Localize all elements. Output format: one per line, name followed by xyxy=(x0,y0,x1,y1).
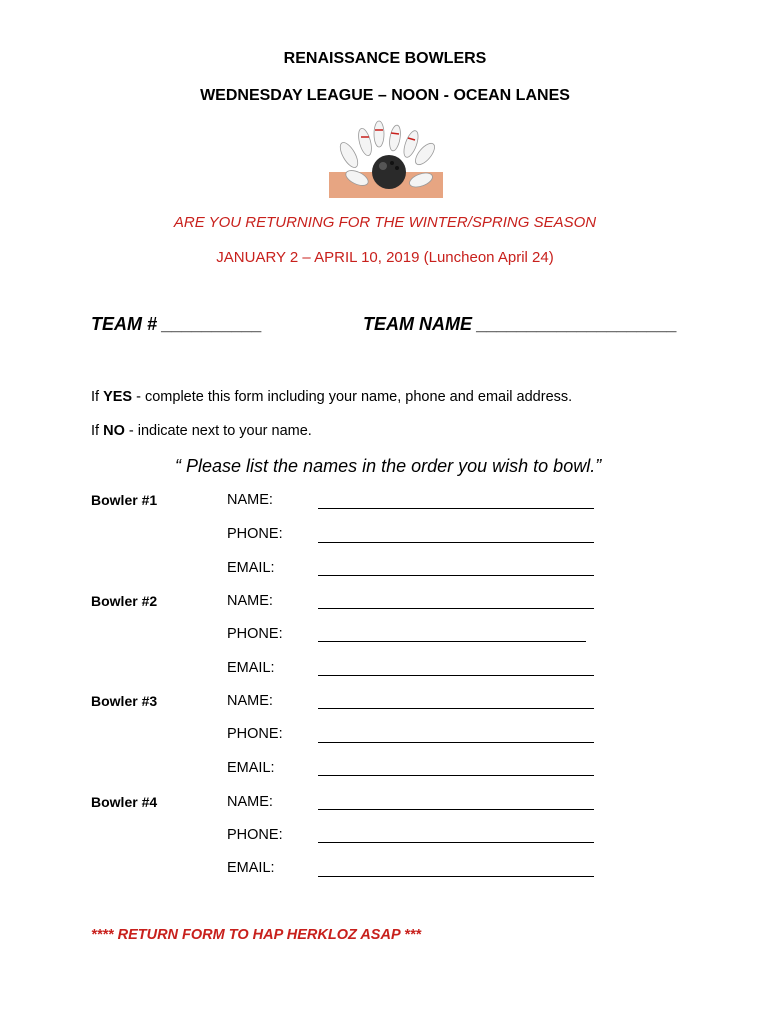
order-instruction: “ Please list the names in the order you wish to bowl.” xyxy=(175,456,602,476)
bowler-2-phone-label: PHONE: xyxy=(227,626,283,642)
if-text: If xyxy=(91,389,104,405)
bowler-3-label: Bowler #3 xyxy=(91,693,158,709)
return-form-notice: **** RETURN FORM TO HAP HERKLOZ ASAP *** xyxy=(91,927,422,943)
page-subtitle: WEDNESDAY LEAGUE – NOON - OCEAN LANES xyxy=(200,87,570,104)
bowler-4-name-field[interactable] xyxy=(318,809,594,810)
bowler-3-name-field[interactable] xyxy=(318,708,594,709)
bowler-4-email-field[interactable] xyxy=(318,876,594,877)
bowler-1-email-label: EMAIL: xyxy=(227,560,275,576)
bowler-3-email-field[interactable] xyxy=(318,775,594,776)
team-number-field[interactable]: TEAM # __________ xyxy=(91,314,263,334)
yes-keyword: YES xyxy=(103,389,133,405)
bowler-2-name-label: NAME: xyxy=(227,593,273,609)
bowler-1-phone-field[interactable] xyxy=(318,542,594,543)
bowler-1-email-field[interactable] xyxy=(318,575,594,576)
if-text: If xyxy=(91,423,104,439)
no-instruction xyxy=(91,423,312,439)
bowler-4-email-label: EMAIL: xyxy=(227,860,275,876)
season-question: ARE YOU RETURNING FOR THE WINTER/SPRING SEASON xyxy=(173,214,597,231)
bowler-2-phone-field[interactable] xyxy=(318,641,586,642)
bowler-4-phone-label: PHONE: xyxy=(227,827,283,843)
bowling-strike-icon xyxy=(329,120,443,200)
team-name-field[interactable]: TEAM NAME ____________________ xyxy=(363,314,678,334)
yes-instruction xyxy=(91,389,572,405)
bowler-2-name-field[interactable] xyxy=(318,608,594,609)
no-text: - indicate next to your name. xyxy=(124,423,312,439)
season-dates: JANUARY 2 – APRIL 10, 2019 (Luncheon April 24) xyxy=(216,249,554,266)
bowler-1-name-field[interactable] xyxy=(318,508,594,509)
bowler-4-phone-field[interactable] xyxy=(318,842,594,843)
bowler-3-phone-field[interactable] xyxy=(318,742,594,743)
bowler-4-label: Bowler #4 xyxy=(91,794,158,810)
bowler-2-email-label: EMAIL: xyxy=(227,660,275,676)
bowler-2-label: Bowler #2 xyxy=(91,593,158,609)
bowler-1-name-label: NAME: xyxy=(227,492,273,508)
bowler-3-name-label: NAME: xyxy=(227,693,273,709)
bowler-3-phone-label: PHONE: xyxy=(227,726,283,742)
bowler-3-email-label: EMAIL: xyxy=(227,760,275,776)
bowler-1-label: Bowler #1 xyxy=(91,492,158,508)
yes-text: - complete this form including your name, phone and email address. xyxy=(132,389,573,405)
bowler-1-phone-label: PHONE: xyxy=(227,526,283,542)
no-keyword: NO xyxy=(103,423,125,439)
bowler-4-name-label: NAME: xyxy=(227,794,273,810)
page-title: RENAISSANCE BOWLERS xyxy=(283,50,487,67)
bowler-2-email-field[interactable] xyxy=(318,675,594,676)
